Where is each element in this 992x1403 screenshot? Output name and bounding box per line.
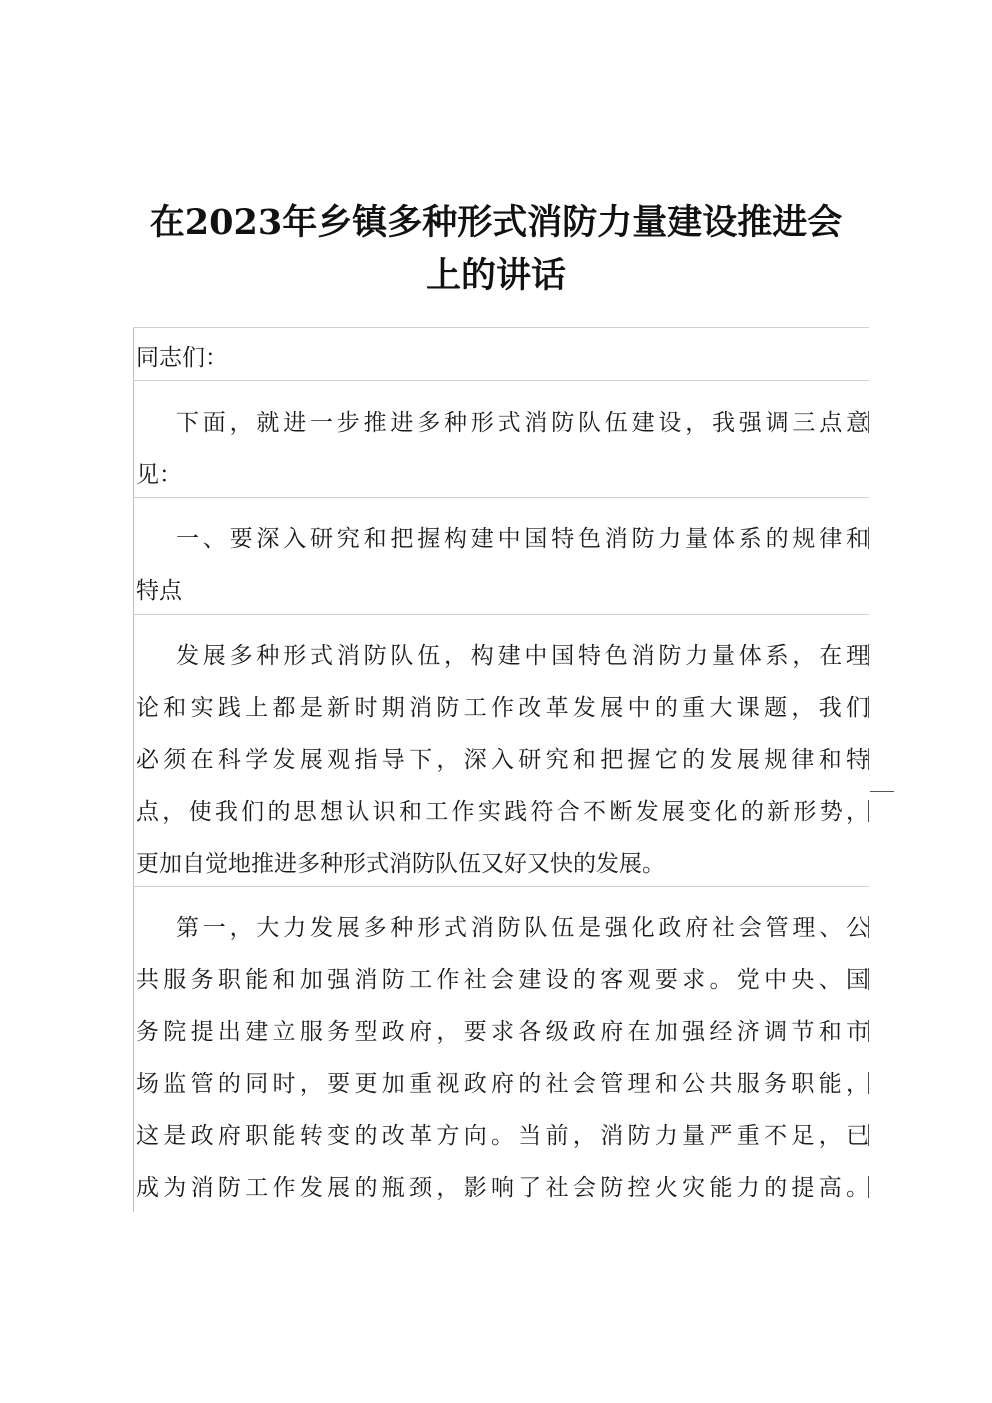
paragraph-line: 这是政府职能转变的改革方向。当前，消防力量严重不足，已 bbox=[136, 1123, 869, 1149]
paragraph-line: 更加自觉地推进多种形式消防队伍又好又快的发展。 bbox=[136, 851, 665, 877]
document-title-line-2: 上的讲话 bbox=[425, 255, 566, 296]
line-edge-marker bbox=[868, 527, 869, 549]
paragraph-line: 第一，大力发展多种形式消防队伍是强化政府社会管理、公 bbox=[176, 915, 869, 941]
paragraph-line: 论和实践上都是新时期消防工作改革发展中的重大课题，我们 bbox=[136, 695, 869, 721]
row-divider bbox=[133, 497, 869, 498]
paragraph-line: 共服务职能和加强消防工作社会建设的客观要求。党中央、国 bbox=[136, 967, 869, 993]
paragraph-line: 务院提出建立服务型政府，要求各级政府在加强经济调节和市 bbox=[136, 1019, 869, 1045]
salutation: 同志们： bbox=[136, 345, 228, 371]
paragraph-line: 发展多种形式消防队伍，构建中国特色消防力量体系，在理 bbox=[176, 643, 869, 669]
line-edge-marker bbox=[868, 696, 869, 718]
document-title-line-1: 在2023年乡镇多种形式消防力量建设推进会 bbox=[149, 202, 843, 243]
row-divider bbox=[133, 614, 869, 615]
line-edge-marker bbox=[868, 748, 869, 770]
section-heading-line: 一、要深入研究和把握构建中国特色消防力量体系的规律和 bbox=[176, 526, 869, 552]
line-overflow-marker bbox=[870, 791, 894, 792]
line-edge-marker bbox=[868, 916, 869, 938]
paragraph-line: 点，使我们的思想认识和工作实践符合不断发展变化的新形势， bbox=[136, 799, 869, 825]
line-edge-marker bbox=[868, 644, 869, 666]
paragraph-line: 必须在科学发展观指导下，深入研究和把握它的发展规律和特 bbox=[136, 747, 869, 773]
paragraph-line: 成为消防工作发展的瓶颈，影响了社会防控火灾能力的提高。 bbox=[136, 1175, 869, 1201]
row-divider bbox=[133, 886, 869, 887]
line-edge-marker bbox=[868, 411, 869, 433]
row-divider bbox=[133, 327, 869, 328]
section-heading-line: 特点 bbox=[136, 578, 182, 604]
line-edge-marker bbox=[868, 800, 869, 822]
paragraph-line: 场监管的同时，要更加重视政府的社会管理和公共服务职能， bbox=[136, 1071, 869, 1097]
line-edge-marker bbox=[868, 968, 869, 990]
intro-line: 见： bbox=[136, 462, 182, 488]
row-divider bbox=[133, 380, 869, 381]
line-edge-marker bbox=[868, 1124, 869, 1146]
line-edge-marker bbox=[868, 1176, 869, 1198]
line-edge-marker bbox=[868, 1020, 869, 1042]
intro-line: 下面，就进一步推进多种形式消防队伍建设，我强调三点意 bbox=[176, 410, 869, 436]
line-edge-marker bbox=[868, 1072, 869, 1094]
